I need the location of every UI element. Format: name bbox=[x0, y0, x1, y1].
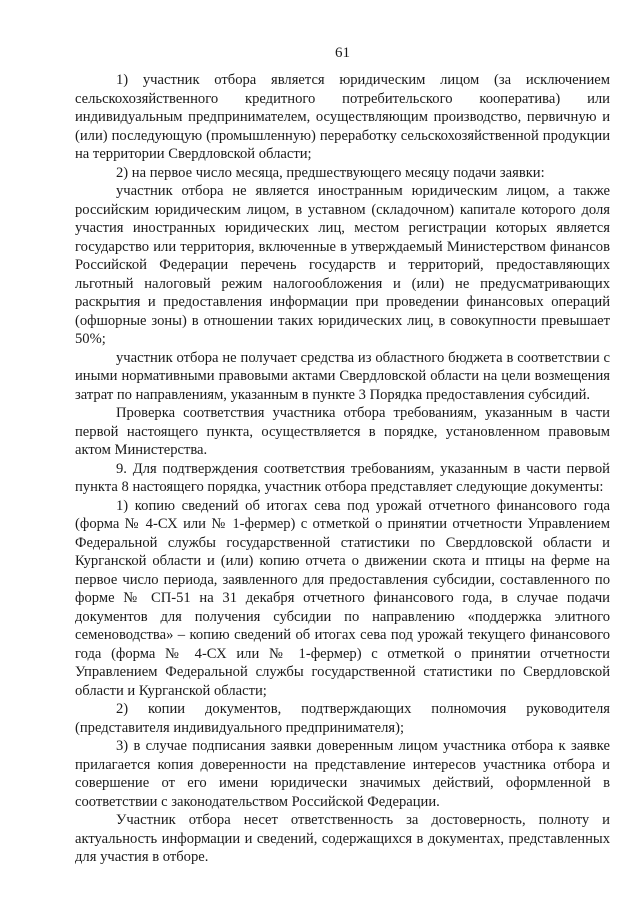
paragraph-8: 2) копии документов, подтверждающих полномочия руководителя (представителя индивидуального предпринимателя); bbox=[75, 701, 610, 736]
paragraph-7: 1) копию сведений об итогах сева под урожай отчетного финансового года (форма № 4-СХ или № 1-фермер) с отметкой о принятии отчетности Управлением Федеральной службы государственной статистики по Свердловской области и Курганской области и (или) копию отчета о движении скота и птицы на ферме на первое число периода, заявленного для предоставления субсидии, составленного по форме № СП-51 на 31 декабря отчетного финансового года, в случае подачи документов для получения субсидии по направлению «поддержка элитного семеноводства» – копию сведений об итогах сева под урожай текущего финансового года (форма № 4-СХ или № 1-фермер) с отметкой о принятии отчетности Управлением Федеральной службы государственной статистики по Свердловской области и Курганской области; bbox=[75, 497, 610, 699]
paragraph-1: 1) участник отбора является юридическим лицом (за исключением сельскохозяйственного кредитного потребительского кооператива) или индивидуальным предпринимателем, осуществляющим производство, первичную и (или) последующую (промышленную) переработку сельскохозяйственной продукции на территории Свердловской области; bbox=[75, 72, 610, 162]
paragraph-4: участник отбора не получает средства из областного бюджета в соответствии с иными нормативными правовыми актами Свердловской области на цели возмещения затрат по направлениям, указанным в пункте 3 Порядка предоставления субсидий. bbox=[75, 349, 610, 403]
paragraph-6: 9. Для подтверждения соответствия требованиям, указанным в части первой пункта 8 настоящего порядка, участник отбора представляет следующие документы: bbox=[75, 460, 610, 495]
paragraph-10: Участник отбора несет ответственность за достоверность, полноту и актуальность информации и сведений, содержащихся в документах, представленных для участия в отборе. bbox=[75, 812, 610, 865]
paragraph-2: 2) на первое число месяца, предшествующего месяцу подачи заявки: bbox=[116, 164, 545, 181]
document-body bbox=[75, 71, 610, 867]
paragraph-9: 3) в случае подписания заявки доверенным лицом участника отбора к заявке прилагается копия доверенности на представление интересов участника отбора и совершение от его имени юридически значимых действий, оформленной в соответствии с законодательством Российской Федерации. bbox=[75, 738, 610, 810]
paragraph-3: участник отбора не является иностранным юридическим лицом, а также российским юридическим лицом, в уставном (складочном) капитале которого доля участия иностранных юридических лиц, местом регистрации которых является государство или территория, включенные в утверждаемый Министерством финансов Российской Федерации перечень государств и территорий, предоставляющих льготный налоговый режим налогообложения и (или) не предусматривающих раскрытия и предоставления информации при проведении финансовых операций (офшорные зоны) в отношении таких юридических лиц, в совокупности превышает 50%; bbox=[75, 183, 610, 347]
paragraph-5: Проверка соответствия участника отбора требованиям, указанным в части первой настоящего пункта, осуществляется в порядке, установленном правовым актом Министерства. bbox=[75, 405, 610, 458]
page-number: 61 bbox=[335, 45, 350, 61]
